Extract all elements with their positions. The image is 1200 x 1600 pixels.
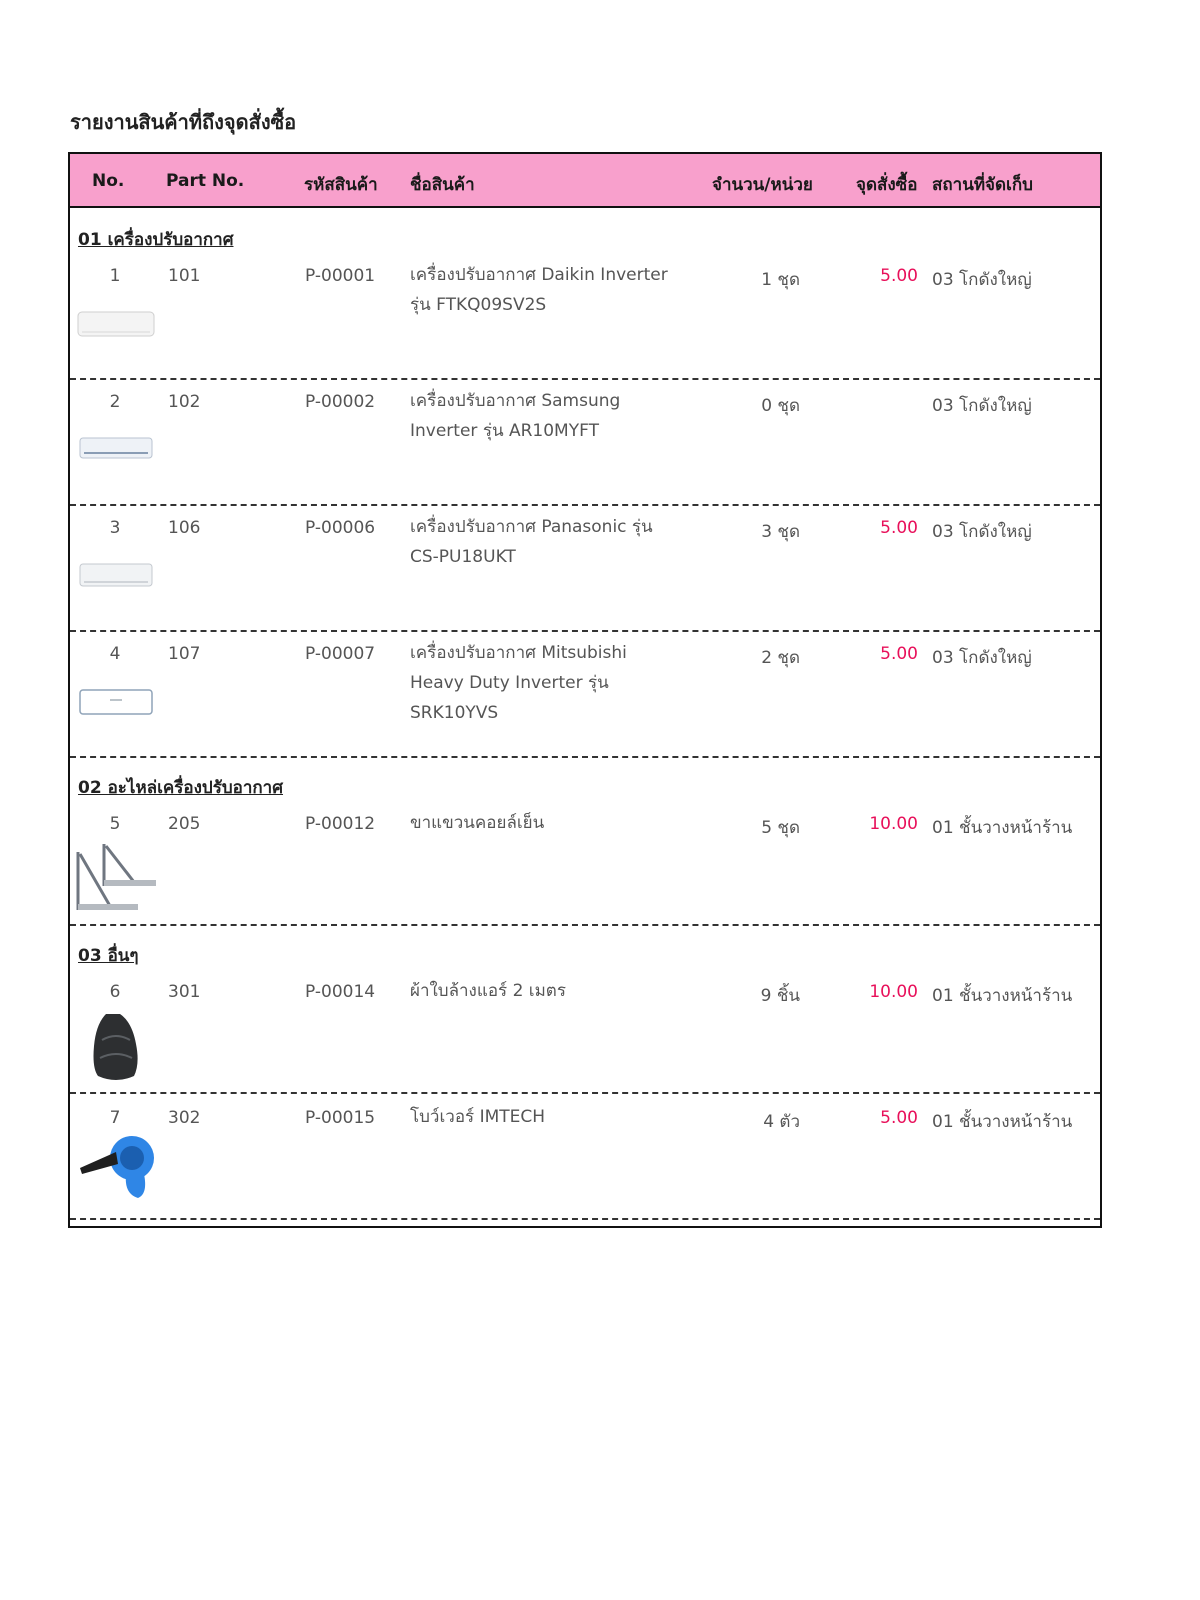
row-no: 2: [109, 392, 121, 412]
row-product-code: P-00007: [305, 644, 376, 664]
row-qty-unit: 4 ตัว: [763, 1112, 800, 1132]
row-part-no: 302: [168, 1108, 201, 1128]
row-no: 1: [109, 266, 121, 286]
row-reorder-point: 5.00: [880, 1108, 918, 1128]
row-product-name: ผ้าใบล้างแอร์ 2 เมตร: [410, 981, 566, 1001]
row-divider: [70, 630, 1100, 632]
row-no: 3: [109, 518, 121, 538]
row-no: 7: [109, 1108, 121, 1128]
row-location: 03 โกดังใหญ่: [932, 522, 1032, 542]
row-part-no: 101: [168, 266, 201, 286]
row-qty-unit: 9 ชิ้น: [760, 986, 800, 1006]
row-divider: [70, 756, 1100, 758]
row-reorder-point: 10.00: [869, 982, 918, 1002]
row-part-no: 107: [168, 644, 201, 664]
row-product-code: P-00002: [305, 392, 376, 412]
table-header: [70, 154, 1100, 208]
row-product-name: ขาแขวนคอยล์เย็น: [410, 813, 545, 833]
row-divider: [70, 378, 1100, 380]
row-part-no: 205: [168, 814, 201, 834]
row-reorder-point: 5.00: [880, 266, 918, 286]
report-title: รายงานสินค้าที่ถึงจุดสั่งซื้อ: [70, 110, 297, 134]
header-product-code: รหัสสินค้า: [304, 175, 378, 195]
report-table: [68, 152, 1102, 1228]
row-reorder-point: 5.00: [880, 644, 918, 664]
header-product-name: ชื่อสินค้า: [410, 175, 475, 195]
row-location: 01 ชั้นวางหน้าร้าน: [932, 1112, 1073, 1132]
row-product-code: P-00006: [305, 518, 376, 538]
row-product-name: เครื่องปรับอากาศ Panasonic รุ่น CS-PU18UKT: [410, 517, 653, 567]
header-reorder-point: จุดสั่งซื้อ: [856, 175, 918, 195]
header-part-no: Part No.: [166, 171, 245, 191]
row-product-name: เครื่องปรับอากาศ Mitsubishi Heavy Duty Inverter รุ่น SRK10YVS: [410, 643, 627, 723]
row-no: 4: [109, 644, 121, 664]
row-reorder-point: 10.00: [869, 814, 918, 834]
row-product-code: P-00014: [305, 982, 376, 1002]
cleaning-bag-image: [76, 1010, 156, 1082]
row-qty-unit: 1 ชุด: [761, 270, 800, 290]
row-divider: [70, 924, 1100, 926]
group-heading-air-conditioners: 01 เครื่องปรับอากาศ: [78, 230, 234, 250]
row-no: 5: [109, 814, 121, 834]
wall-bracket-image: [76, 842, 160, 914]
row-product-code: P-00015: [305, 1108, 376, 1128]
row-qty-unit: 5 ชุด: [761, 818, 800, 838]
header-location: สถานที่จัดเก็บ: [932, 175, 1033, 195]
row-no: 6: [109, 982, 121, 1002]
row-product-name: เครื่องปรับอากาศ Daikin Inverter รุ่น FTKQ09SV2S: [410, 265, 668, 315]
row-product-name: เครื่องปรับอากาศ Samsung Inverter รุ่น AR10MYFT: [410, 391, 621, 441]
blower-image: [76, 1124, 160, 1204]
air-conditioner-image: [76, 434, 156, 464]
air-conditioner-image: [76, 684, 156, 720]
row-product-name: โบว์เวอร์ IMTECH: [410, 1107, 546, 1127]
header-qty-unit: จำนวน/หน่วย: [712, 175, 813, 195]
row-location: 03 โกดังใหญ่: [932, 396, 1032, 416]
group-heading-others: 03 อื่นๆ: [78, 946, 139, 966]
row-location: 03 โกดังใหญ่: [932, 648, 1032, 668]
row-qty-unit: 2 ชุด: [761, 648, 800, 668]
row-divider: [70, 1092, 1100, 1094]
air-conditioner-image: [76, 306, 156, 342]
row-part-no: 301: [168, 982, 201, 1002]
row-location: 01 ชั้นวางหน้าร้าน: [932, 986, 1073, 1006]
header-no: No.: [92, 171, 125, 191]
row-part-no: 106: [168, 518, 201, 538]
row-product-code: P-00001: [305, 266, 376, 286]
row-part-no: 102: [168, 392, 201, 412]
row-qty-unit: 3 ชุด: [761, 522, 800, 542]
group-heading-aircon-parts: 02 อะไหล่เครื่องปรับอากาศ: [78, 778, 284, 798]
air-conditioner-image: [76, 560, 156, 592]
row-reorder-point: 5.00: [880, 518, 918, 538]
row-product-code: P-00012: [305, 814, 376, 834]
row-location: 03 โกดังใหญ่: [932, 270, 1032, 290]
row-divider: [70, 504, 1100, 506]
row-qty-unit: 0 ชุด: [761, 396, 800, 416]
row-divider: [70, 1218, 1100, 1220]
row-location: 01 ชั้นวางหน้าร้าน: [932, 818, 1073, 838]
